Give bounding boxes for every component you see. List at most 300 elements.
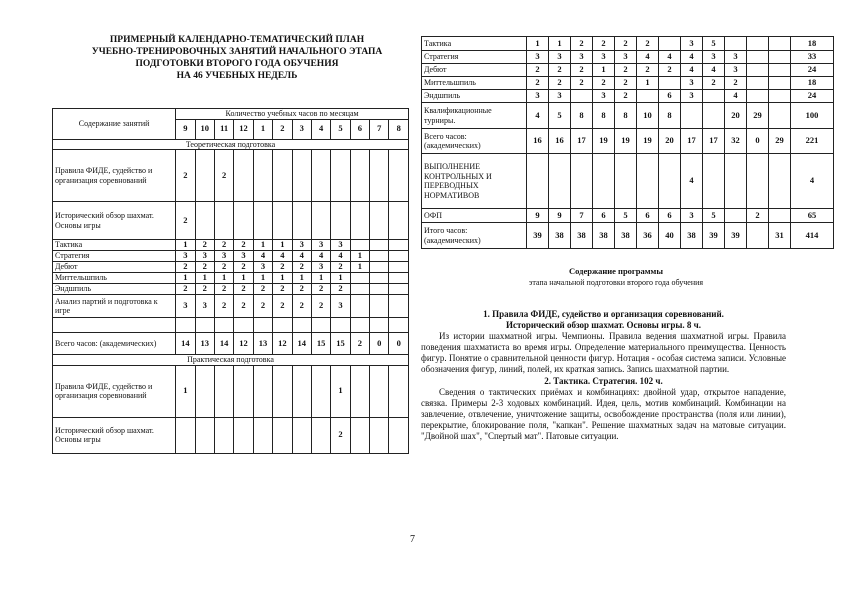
value-cell: 2 bbox=[214, 262, 233, 273]
title-line-2: УЧЕБНО-ТРЕНИРОВОЧНЫХ ЗАНЯТИЙ НАЧАЛЬНОГО ЭТАПА bbox=[91, 47, 383, 57]
value-cell bbox=[234, 365, 253, 417]
value-cell bbox=[389, 417, 409, 453]
row-label: Стратегия bbox=[53, 251, 176, 262]
value-cell: 1 bbox=[253, 240, 272, 251]
value-cell: 2 bbox=[615, 90, 637, 103]
section1-heading-2: Исторический обзор шахмат. Основы игры. 8 ч. bbox=[506, 320, 701, 331]
value-cell bbox=[527, 154, 549, 209]
value-cell: 4 bbox=[791, 154, 834, 209]
theory-section-header-cell: Теоретическая подготовка bbox=[53, 139, 409, 150]
value-cell: 3 bbox=[725, 64, 747, 77]
value-cell bbox=[593, 154, 615, 209]
section2-heading: 2. Тактика. Стратегия. 102 ч. bbox=[544, 375, 663, 386]
value-cell bbox=[370, 295, 389, 318]
value-cell bbox=[549, 154, 571, 209]
program-title-block bbox=[421, 266, 811, 288]
row-label: ВЫПОЛНЕНИЕ КОНТРОЛЬНЫХ И ПЕРЕВОДНЫХ НОРМАТИВОВ bbox=[422, 154, 527, 209]
value-cell: 2 bbox=[176, 202, 195, 240]
value-cell: 3 bbox=[681, 37, 703, 51]
value-cell: 1 bbox=[593, 64, 615, 77]
value-cell bbox=[659, 154, 681, 209]
month-cell: 7 bbox=[370, 119, 389, 139]
page-number: 7 bbox=[410, 534, 415, 545]
value-cell bbox=[747, 64, 769, 77]
value-cell bbox=[292, 365, 311, 417]
row-label: Анализ партий и подготовка к игре bbox=[53, 295, 176, 318]
value-cell: 32 bbox=[725, 129, 747, 154]
value-cell bbox=[615, 154, 637, 209]
value-cell bbox=[350, 273, 369, 284]
value-cell: 2 bbox=[331, 284, 350, 295]
row-label: Стратегия bbox=[422, 51, 527, 64]
right-row bbox=[422, 103, 834, 129]
program-subtitle: этапа начальной подготовки второго года обучения bbox=[528, 278, 704, 287]
value-cell: 3 bbox=[615, 51, 637, 64]
theory-total-row bbox=[53, 333, 409, 355]
value-cell: 0 bbox=[389, 333, 409, 355]
value-cell: 15 bbox=[331, 333, 350, 355]
value-cell: 4 bbox=[273, 251, 292, 262]
row-label: Итого часов: (академических) bbox=[422, 223, 527, 249]
value-cell: 19 bbox=[593, 129, 615, 154]
value-cell bbox=[769, 77, 791, 90]
row-label: Миттельшпиль bbox=[53, 273, 176, 284]
right-row bbox=[422, 209, 834, 223]
value-cell bbox=[769, 51, 791, 64]
hours-header: Количество учебных часов по месяцам bbox=[176, 109, 409, 120]
value-cell: 2 bbox=[549, 64, 571, 77]
value-cell: 1 bbox=[253, 273, 272, 284]
value-cell bbox=[253, 365, 272, 417]
value-cell bbox=[311, 417, 330, 453]
blank-cell bbox=[311, 318, 330, 333]
program-title: Содержание программы bbox=[569, 266, 663, 276]
value-cell bbox=[681, 103, 703, 129]
value-cell: 31 bbox=[769, 223, 791, 249]
value-cell: 29 bbox=[747, 103, 769, 129]
row-label: Исторический обзор шахмат. Основы игры bbox=[53, 417, 176, 453]
value-cell: 12 bbox=[273, 333, 292, 355]
value-cell: 3 bbox=[195, 295, 214, 318]
value-cell: 2 bbox=[234, 284, 253, 295]
value-cell: 4 bbox=[311, 251, 330, 262]
value-cell: 3 bbox=[253, 262, 272, 273]
value-cell: 4 bbox=[253, 251, 272, 262]
value-cell: 7 bbox=[571, 209, 593, 223]
value-cell: 13 bbox=[195, 333, 214, 355]
row-label: Дебют bbox=[53, 262, 176, 273]
value-cell: 3 bbox=[549, 51, 571, 64]
value-cell: 2 bbox=[311, 284, 330, 295]
value-cell: 1 bbox=[331, 365, 350, 417]
blank-cell bbox=[389, 318, 409, 333]
value-cell: 10 bbox=[637, 103, 659, 129]
value-cell bbox=[253, 150, 272, 202]
value-cell bbox=[769, 90, 791, 103]
month-cell: 1 bbox=[253, 119, 272, 139]
value-cell bbox=[571, 90, 593, 103]
value-cell: 1 bbox=[637, 77, 659, 90]
value-cell: 2 bbox=[195, 240, 214, 251]
theory-row bbox=[53, 251, 409, 262]
value-cell: 2 bbox=[273, 262, 292, 273]
value-cell: 2 bbox=[615, 37, 637, 51]
month-cell: 6 bbox=[350, 119, 369, 139]
value-cell: 1 bbox=[549, 37, 571, 51]
value-cell bbox=[350, 202, 369, 240]
month-cell: 8 bbox=[389, 119, 409, 139]
value-cell: 19 bbox=[615, 129, 637, 154]
value-cell: 2 bbox=[234, 295, 253, 318]
value-cell: 2 bbox=[176, 284, 195, 295]
value-cell: 14 bbox=[176, 333, 195, 355]
value-cell: 2 bbox=[292, 295, 311, 318]
blank-cell bbox=[370, 318, 389, 333]
value-cell: 2 bbox=[292, 262, 311, 273]
value-cell: 0 bbox=[747, 129, 769, 154]
value-cell bbox=[350, 150, 369, 202]
right-row bbox=[422, 154, 834, 209]
value-cell: 15 bbox=[311, 333, 330, 355]
value-cell bbox=[350, 240, 369, 251]
value-cell: 2 bbox=[253, 295, 272, 318]
value-cell: 39 bbox=[725, 223, 747, 249]
value-cell bbox=[389, 284, 409, 295]
row-label: ОФП bbox=[422, 209, 527, 223]
value-cell: 4 bbox=[681, 154, 703, 209]
value-cell bbox=[370, 365, 389, 417]
value-cell: 24 bbox=[791, 64, 834, 77]
month-cell: 9 bbox=[176, 119, 195, 139]
blank-cell bbox=[234, 318, 253, 333]
right-row bbox=[422, 37, 834, 51]
value-cell: 65 bbox=[791, 209, 834, 223]
value-cell: 3 bbox=[195, 251, 214, 262]
value-cell: 3 bbox=[681, 209, 703, 223]
value-cell bbox=[331, 150, 350, 202]
value-cell: 5 bbox=[703, 209, 725, 223]
value-cell bbox=[389, 365, 409, 417]
value-cell: 4 bbox=[331, 251, 350, 262]
right-row bbox=[422, 51, 834, 64]
section2-paragraph: Сведения о тактических приёмах и комбинациях: двойной удар, открытое нападение, связка. Примеры 2-3 ходовых комбинаций. Идея, цель, мотив комбинаций. Комбинации на завлечение, отвлечение, уничтожение защиты, освобождение пространства (поля или линии), перекрытие, блокирование поля, "капкан". Решение шахматных задач на матовые ситуации. "Двойной шах", "Спертый мат". Патовые ситуации. bbox=[421, 386, 786, 442]
theory-row bbox=[53, 202, 409, 240]
value-cell bbox=[747, 154, 769, 209]
value-cell: 2 bbox=[214, 240, 233, 251]
value-cell bbox=[725, 37, 747, 51]
value-cell: 14 bbox=[214, 333, 233, 355]
right-row bbox=[422, 64, 834, 77]
practice-section-header bbox=[53, 355, 409, 366]
value-cell: 2 bbox=[593, 37, 615, 51]
value-cell: 2 bbox=[615, 77, 637, 90]
value-cell bbox=[195, 365, 214, 417]
value-cell bbox=[370, 284, 389, 295]
value-cell: 6 bbox=[659, 90, 681, 103]
value-cell bbox=[370, 150, 389, 202]
value-cell: 2 bbox=[273, 295, 292, 318]
value-cell: 2 bbox=[571, 64, 593, 77]
value-cell bbox=[311, 150, 330, 202]
value-cell: 3 bbox=[176, 251, 195, 262]
value-cell: 18 bbox=[791, 37, 834, 51]
value-cell bbox=[769, 154, 791, 209]
month-cell: 4 bbox=[311, 119, 330, 139]
value-cell: 3 bbox=[549, 90, 571, 103]
value-cell bbox=[637, 90, 659, 103]
value-cell: 3 bbox=[681, 90, 703, 103]
value-cell: 3 bbox=[292, 240, 311, 251]
value-cell bbox=[389, 150, 409, 202]
value-cell: 39 bbox=[527, 223, 549, 249]
value-cell bbox=[769, 209, 791, 223]
value-cell: 414 bbox=[791, 223, 834, 249]
row-label: Квалификационные турниры. bbox=[422, 103, 527, 129]
value-cell: 2 bbox=[214, 295, 233, 318]
value-cell bbox=[769, 37, 791, 51]
value-cell: 100 bbox=[791, 103, 834, 129]
value-cell: 4 bbox=[292, 251, 311, 262]
document-title bbox=[52, 34, 422, 82]
value-cell bbox=[659, 37, 681, 51]
value-cell bbox=[659, 77, 681, 90]
value-cell: 3 bbox=[311, 262, 330, 273]
value-cell: 4 bbox=[703, 64, 725, 77]
value-cell: 2 bbox=[350, 333, 369, 355]
row-label: Тактика bbox=[53, 240, 176, 251]
right-plan-table bbox=[421, 36, 834, 249]
value-cell: 18 bbox=[791, 77, 834, 90]
section1-heading-1: 1. Правила ФИДЕ, судейство и организация соревнований. bbox=[483, 309, 724, 319]
month-cell: 11 bbox=[214, 119, 233, 139]
row-label: Всего часов: (академических) bbox=[422, 129, 527, 154]
theory-row bbox=[53, 295, 409, 318]
value-cell bbox=[571, 154, 593, 209]
value-cell: 1 bbox=[527, 37, 549, 51]
value-cell: 2 bbox=[195, 284, 214, 295]
value-cell: 36 bbox=[637, 223, 659, 249]
value-cell: 38 bbox=[615, 223, 637, 249]
value-cell: 2 bbox=[273, 284, 292, 295]
value-cell: 3 bbox=[527, 90, 549, 103]
value-cell bbox=[703, 103, 725, 129]
value-cell: 1 bbox=[176, 273, 195, 284]
month-cell: 10 bbox=[195, 119, 214, 139]
value-cell: 3 bbox=[311, 240, 330, 251]
value-cell bbox=[370, 251, 389, 262]
value-cell bbox=[725, 209, 747, 223]
value-cell: 17 bbox=[571, 129, 593, 154]
value-cell bbox=[350, 365, 369, 417]
value-cell: 4 bbox=[725, 90, 747, 103]
value-cell: 39 bbox=[703, 223, 725, 249]
value-cell bbox=[214, 202, 233, 240]
blank-row bbox=[53, 318, 409, 333]
value-cell: 8 bbox=[615, 103, 637, 129]
value-cell: 2 bbox=[331, 262, 350, 273]
value-cell bbox=[370, 273, 389, 284]
value-cell bbox=[747, 77, 769, 90]
value-cell: 38 bbox=[549, 223, 571, 249]
value-cell bbox=[350, 417, 369, 453]
value-cell: 2 bbox=[615, 64, 637, 77]
value-cell: 2 bbox=[659, 64, 681, 77]
value-cell: 2 bbox=[593, 77, 615, 90]
value-cell: 2 bbox=[195, 262, 214, 273]
value-cell bbox=[292, 150, 311, 202]
row-label: Всего часов: (академических) bbox=[53, 333, 176, 355]
value-cell bbox=[292, 417, 311, 453]
value-cell: 1 bbox=[311, 273, 330, 284]
value-cell: 2 bbox=[214, 150, 233, 202]
value-cell: 2 bbox=[725, 77, 747, 90]
value-cell bbox=[747, 37, 769, 51]
value-cell bbox=[370, 417, 389, 453]
value-cell: 2 bbox=[214, 284, 233, 295]
value-cell: 5 bbox=[549, 103, 571, 129]
value-cell bbox=[769, 103, 791, 129]
row-label: Правила ФИДЕ, судейство и организация соревнований bbox=[53, 365, 176, 417]
value-cell bbox=[370, 202, 389, 240]
value-cell: 1 bbox=[350, 251, 369, 262]
value-cell: 3 bbox=[703, 51, 725, 64]
theory-row bbox=[53, 284, 409, 295]
value-cell: 3 bbox=[593, 90, 615, 103]
row-label: Дебют bbox=[422, 64, 527, 77]
value-cell: 2 bbox=[311, 295, 330, 318]
theory-row bbox=[53, 273, 409, 284]
month-cell: 2 bbox=[273, 119, 292, 139]
value-cell: 20 bbox=[725, 103, 747, 129]
value-cell: 2 bbox=[331, 417, 350, 453]
value-cell: 19 bbox=[637, 129, 659, 154]
value-cell: 2 bbox=[176, 150, 195, 202]
value-cell: 1 bbox=[176, 365, 195, 417]
value-cell bbox=[637, 154, 659, 209]
value-cell bbox=[769, 64, 791, 77]
value-cell: 1 bbox=[214, 273, 233, 284]
value-cell: 3 bbox=[725, 51, 747, 64]
right-row bbox=[422, 223, 834, 249]
value-cell: 17 bbox=[681, 129, 703, 154]
value-cell bbox=[234, 150, 253, 202]
value-cell: 38 bbox=[571, 223, 593, 249]
value-cell: 3 bbox=[571, 51, 593, 64]
value-cell: 2 bbox=[703, 77, 725, 90]
value-cell: 6 bbox=[593, 209, 615, 223]
value-cell: 5 bbox=[703, 37, 725, 51]
value-cell: 3 bbox=[234, 251, 253, 262]
row-label: Правила ФИДЕ, судейство и организация соревнований bbox=[53, 150, 176, 202]
value-cell bbox=[195, 202, 214, 240]
blank-cell bbox=[53, 318, 176, 333]
value-cell: 2 bbox=[253, 284, 272, 295]
theory-section-header bbox=[53, 139, 409, 150]
value-cell: 38 bbox=[593, 223, 615, 249]
value-cell: 2 bbox=[747, 209, 769, 223]
value-cell bbox=[350, 295, 369, 318]
practice-row bbox=[53, 365, 409, 417]
value-cell: 13 bbox=[253, 333, 272, 355]
value-cell bbox=[214, 365, 233, 417]
value-cell: 2 bbox=[571, 77, 593, 90]
blank-cell bbox=[292, 318, 311, 333]
value-cell: 1 bbox=[331, 273, 350, 284]
value-cell bbox=[195, 417, 214, 453]
value-cell bbox=[370, 262, 389, 273]
value-cell: 3 bbox=[214, 251, 233, 262]
value-cell: 20 bbox=[659, 129, 681, 154]
blank-cell bbox=[214, 318, 233, 333]
blank-cell bbox=[195, 318, 214, 333]
value-cell: 3 bbox=[681, 77, 703, 90]
value-cell: 3 bbox=[331, 295, 350, 318]
value-cell bbox=[273, 150, 292, 202]
value-cell: 33 bbox=[791, 51, 834, 64]
row-label: Эндшпиль bbox=[422, 90, 527, 103]
value-cell bbox=[703, 154, 725, 209]
value-cell bbox=[389, 295, 409, 318]
month-cell: 3 bbox=[292, 119, 311, 139]
blank-cell bbox=[273, 318, 292, 333]
value-cell: 1 bbox=[273, 240, 292, 251]
value-cell bbox=[389, 262, 409, 273]
blank-cell bbox=[350, 318, 369, 333]
value-cell: 2 bbox=[637, 37, 659, 51]
value-cell: 6 bbox=[637, 209, 659, 223]
value-cell: 8 bbox=[659, 103, 681, 129]
value-cell bbox=[273, 365, 292, 417]
practice-row bbox=[53, 417, 409, 453]
value-cell bbox=[370, 240, 389, 251]
value-cell bbox=[747, 90, 769, 103]
value-cell bbox=[311, 202, 330, 240]
value-cell: 1 bbox=[350, 262, 369, 273]
value-cell: 14 bbox=[292, 333, 311, 355]
row-label: Миттельшпиль bbox=[422, 77, 527, 90]
theory-row bbox=[53, 262, 409, 273]
title-line-1: ПРИМЕРНЫЙ КАЛЕНДАРНО-ТЕМАТИЧЕСКИЙ ПЛАН bbox=[109, 35, 365, 45]
value-cell: 1 bbox=[176, 240, 195, 251]
blank-cell bbox=[253, 318, 272, 333]
value-cell bbox=[311, 365, 330, 417]
value-cell: 2 bbox=[234, 240, 253, 251]
value-cell bbox=[234, 202, 253, 240]
value-cell bbox=[253, 202, 272, 240]
right-row bbox=[422, 90, 834, 103]
value-cell: 6 bbox=[659, 209, 681, 223]
value-cell bbox=[747, 51, 769, 64]
blank-cell bbox=[176, 318, 195, 333]
value-cell: 1 bbox=[234, 273, 253, 284]
value-cell: 17 bbox=[703, 129, 725, 154]
value-cell: 3 bbox=[593, 51, 615, 64]
value-cell: 4 bbox=[681, 51, 703, 64]
value-cell bbox=[214, 417, 233, 453]
value-cell bbox=[389, 202, 409, 240]
value-cell: 2 bbox=[527, 77, 549, 90]
value-cell: 8 bbox=[571, 103, 593, 129]
value-cell: 9 bbox=[549, 209, 571, 223]
value-cell: 12 bbox=[234, 333, 253, 355]
section1-paragraph: Из истории шахматной игры. Чемпионы. Правила ведения шахматной игры. Правила поведения шахматиста во время игры. Определение материального преимущества. Ценность фигур. Понятие о сравнительной ценности фигур. Нотация - особая система записи. Условные обозначения фигур, линий, полей, их краткая запись. Запись шахматной партии. bbox=[421, 331, 786, 375]
left-plan-table bbox=[52, 108, 409, 454]
value-cell bbox=[234, 417, 253, 453]
value-cell: 16 bbox=[549, 129, 571, 154]
value-cell: 8 bbox=[593, 103, 615, 129]
theory-row bbox=[53, 240, 409, 251]
value-cell: 221 bbox=[791, 129, 834, 154]
